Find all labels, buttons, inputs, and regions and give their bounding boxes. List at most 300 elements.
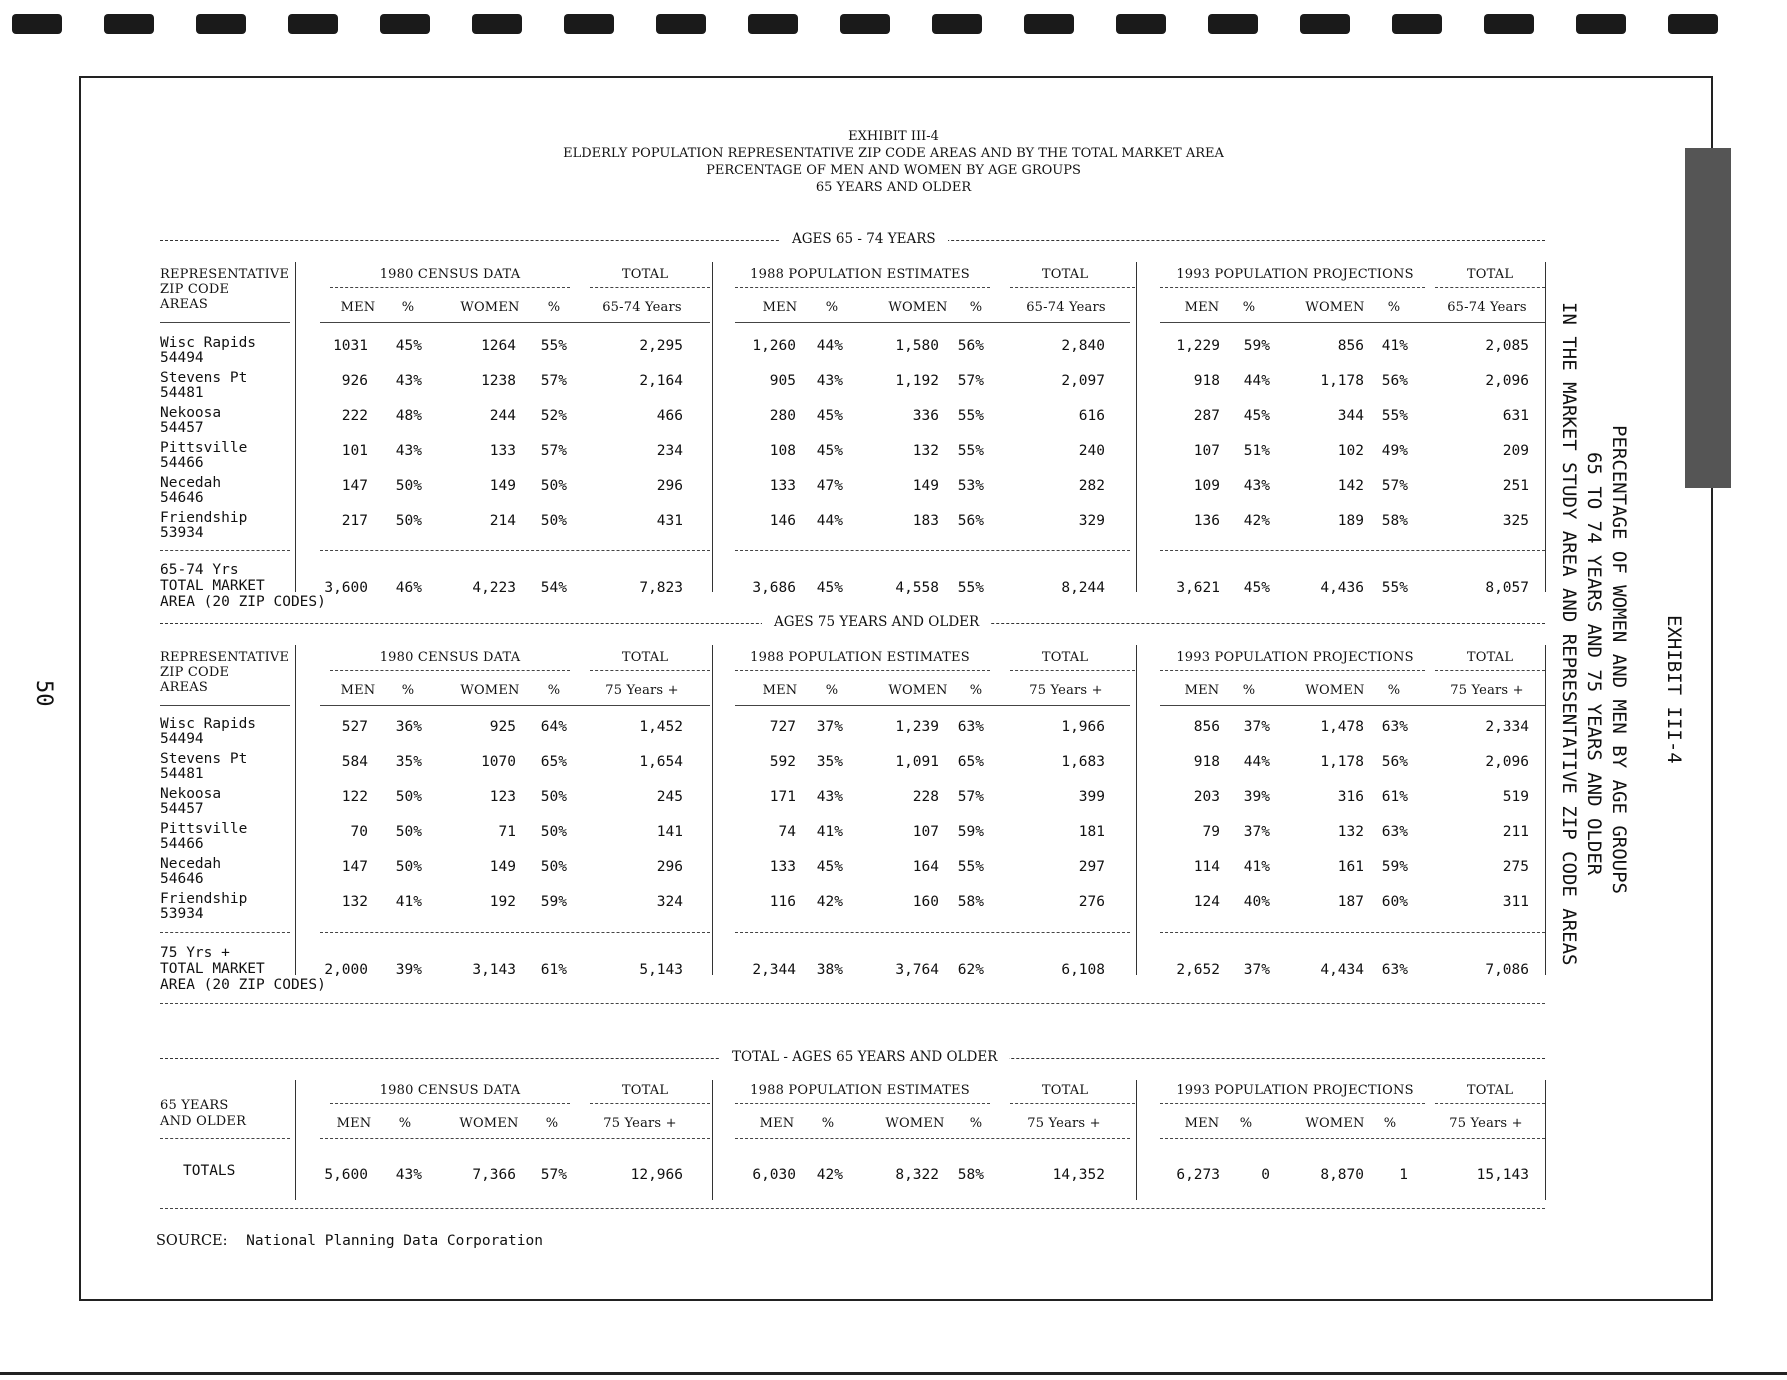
table-cell: 50%: [395, 859, 422, 875]
table-cell: 56%: [1381, 754, 1408, 770]
table-cell: 187: [1337, 894, 1364, 910]
header-total: TOTAL: [621, 267, 669, 282]
table-cell: 905: [769, 373, 796, 389]
table-cell: 57%: [1381, 478, 1408, 494]
table-cell: 1,178: [1320, 754, 1364, 770]
column-divider: [712, 645, 713, 975]
total-cell: 57%: [540, 1167, 567, 1183]
zip-area-name: Friendship: [160, 510, 248, 526]
title-line2: ELDERLY POPULATION REPRESENTATIVE ZIP CODE AREAS AND BY THE TOTAL MARKET AREA: [563, 146, 1224, 161]
total-cell: 45%: [1243, 580, 1270, 596]
page-tab-marker: [1685, 148, 1731, 488]
column-header: MEN: [340, 683, 376, 698]
total-label: 65-74 Yrs: [160, 562, 239, 578]
table-cell: 51%: [1243, 443, 1270, 459]
table-cell: 926: [341, 373, 368, 389]
column-header: WOMEN: [1305, 683, 1365, 698]
table-cell: 45%: [816, 859, 843, 875]
column-divider: [1136, 262, 1137, 592]
header-underline: [735, 1138, 1130, 1139]
zip-area-name: Wisc Rapids: [160, 716, 257, 732]
zip-code: 54466: [160, 836, 204, 852]
table-cell: 63%: [1381, 824, 1408, 840]
column-header: %: [1242, 300, 1256, 315]
zip-code: 53934: [160, 906, 204, 922]
table-cell: 43%: [1243, 478, 1270, 494]
column-header: MEN: [336, 1116, 372, 1131]
header-projections: 1993 POPULATION PROJECTIONS: [1176, 267, 1414, 282]
table-cell: 1,192: [895, 373, 939, 389]
table-cell: 287: [1193, 408, 1220, 424]
table-cell: 50%: [540, 859, 567, 875]
table-cell: 55%: [957, 443, 984, 459]
source-text: National Planning Data Corporation: [246, 1233, 543, 1249]
table-cell: 50%: [395, 513, 422, 529]
column-header: %: [547, 300, 561, 315]
column-header: 75 Years +: [1029, 683, 1103, 698]
table-cell: 45%: [1243, 408, 1270, 424]
table-cell: 43%: [816, 789, 843, 805]
punch-hole: [104, 14, 154, 34]
column-divider: [1136, 645, 1137, 975]
column-header: MEN: [1184, 300, 1220, 315]
table-cell: 245: [656, 789, 683, 805]
table-cell: 1264: [481, 338, 516, 354]
zip-code: 54646: [160, 490, 204, 506]
header-total: TOTAL: [1466, 1083, 1514, 1098]
table-cell: 240: [1078, 443, 1105, 459]
table-cell: 211: [1502, 824, 1529, 840]
header-rule: [735, 1103, 990, 1104]
column-header: %: [1383, 1116, 1397, 1131]
total-cell: 45%: [816, 580, 843, 596]
column-header: WOMEN: [1305, 300, 1365, 315]
total-rule: [1160, 932, 1545, 933]
table-cell: 234: [656, 443, 683, 459]
column-header: %: [1242, 683, 1256, 698]
table-cell: 329: [1078, 513, 1105, 529]
punch-hole: [1024, 14, 1074, 34]
table-cell: 35%: [395, 754, 422, 770]
header-underline: [735, 705, 1130, 706]
header-rule: [1010, 670, 1135, 671]
header-total: TOTAL: [621, 1083, 669, 1098]
header-estimates: 1988 POPULATION ESTIMATES: [750, 650, 970, 665]
table-cell: 41%: [1243, 859, 1270, 875]
zip-code: 53934: [160, 525, 204, 541]
header-rule: [1160, 287, 1425, 288]
total-cell: 8,870: [1320, 1167, 1364, 1183]
table-cell: 324: [656, 894, 683, 910]
table-cell: 55%: [540, 338, 567, 354]
header-rule: [1435, 670, 1545, 671]
side-title-line3: 65 TO 74 YEARS AND 75 YEARS AND OLDER: [1583, 452, 1605, 876]
column-header: MEN: [762, 683, 798, 698]
table-cell: 101: [341, 443, 368, 459]
zip-area-name: Necedah: [160, 856, 222, 872]
header-total: TOTAL: [1041, 267, 1089, 282]
table-cell: 1070: [481, 754, 516, 770]
table-cell: 316: [1337, 789, 1364, 805]
total-rule: [160, 932, 290, 933]
header-census: 1980 CENSUS DATA: [379, 650, 521, 665]
table-cell: 107: [1193, 443, 1220, 459]
table-cell: 519: [1502, 789, 1529, 805]
table-cell: 1,229: [1176, 338, 1220, 354]
header-census: 1980 CENSUS DATA: [379, 267, 521, 282]
total-cell: 4,434: [1320, 962, 1364, 978]
table-cell: 217: [341, 513, 368, 529]
total-cell: 38%: [816, 962, 843, 978]
header-rule: [1010, 1103, 1135, 1104]
table-cell: 244: [489, 408, 516, 424]
total-cell: 2,344: [752, 962, 796, 978]
page-number: 50: [31, 680, 56, 707]
table-cell: 149: [489, 859, 516, 875]
header-underline: [160, 705, 290, 706]
table-cell: 275: [1502, 859, 1529, 875]
column-header: 75 Years +: [1450, 683, 1524, 698]
zip-area-name: Pittsville: [160, 440, 248, 456]
column-header: WOMEN: [885, 1116, 945, 1131]
table-cell: 44%: [816, 513, 843, 529]
total-cell: 46%: [395, 580, 422, 596]
side-title-line1: EXHIBIT III-4: [1663, 615, 1685, 764]
table-cell: 133: [769, 859, 796, 875]
table-cell: 160: [912, 894, 939, 910]
table-cell: 399: [1078, 789, 1105, 805]
table-cell: 1031: [333, 338, 368, 354]
table-cell: 53%: [957, 478, 984, 494]
table-cell: 1238: [481, 373, 516, 389]
table-cell: 70: [350, 824, 368, 840]
table-cell: 123: [489, 789, 516, 805]
table-cell: 161: [1337, 859, 1364, 875]
header-rule: [590, 1103, 710, 1104]
table-cell: 45%: [395, 338, 422, 354]
table-cell: 71: [498, 824, 516, 840]
total-cell: 8,244: [1061, 580, 1105, 596]
total-cell: 8,322: [895, 1167, 939, 1183]
table-cell: 1,178: [1320, 373, 1364, 389]
table-cell: 42%: [816, 894, 843, 910]
column-header: %: [547, 683, 561, 698]
table-cell: 50%: [540, 513, 567, 529]
header-zip-code: ZIP CODE: [160, 282, 230, 297]
header-underline: [1160, 322, 1545, 323]
punch-hole: [1576, 14, 1626, 34]
total-cell: 5,143: [639, 962, 683, 978]
total-cell: 3,686: [752, 580, 796, 596]
header-areas: AREAS: [160, 680, 208, 695]
zip-code: 54466: [160, 455, 204, 471]
total-rule: [160, 550, 290, 551]
punch-hole: [196, 14, 246, 34]
table-cell: 50%: [395, 478, 422, 494]
table-cell: 296: [656, 859, 683, 875]
total-cell: 55%: [1381, 580, 1408, 596]
table-cell: 55%: [957, 408, 984, 424]
table-cell: 280: [769, 408, 796, 424]
punch-hole: [932, 14, 982, 34]
total-label: TOTAL MARKET: [160, 578, 265, 594]
punch-hole: [1484, 14, 1534, 34]
table-cell: 55%: [1381, 408, 1408, 424]
total-rule: [320, 932, 710, 933]
table-cell: 122: [341, 789, 368, 805]
header-rule: [735, 670, 990, 671]
header-zip-code: ZIP CODE: [160, 665, 230, 680]
table-cell: 918: [1193, 373, 1220, 389]
total-cell: 3,621: [1176, 580, 1220, 596]
table-cell: 142: [1337, 478, 1364, 494]
table-cell: 43%: [395, 443, 422, 459]
source-label: SOURCE:: [156, 1233, 228, 1249]
column-header: %: [969, 300, 983, 315]
header-representative: REPRESENTATIVE: [160, 267, 290, 282]
table-cell: 527: [341, 719, 368, 735]
table-cell: 43%: [395, 373, 422, 389]
column-header: MEN: [762, 300, 798, 315]
column-header: MEN: [759, 1116, 795, 1131]
punch-hole: [748, 14, 798, 34]
column-header: 75 Years +: [1449, 1116, 1523, 1131]
total-cell: 3,764: [895, 962, 939, 978]
column-header: WOMEN: [459, 1116, 519, 1131]
header-rule: [1010, 287, 1135, 288]
column-header: 65-74 Years: [602, 300, 682, 315]
header-underline: [735, 322, 1130, 323]
total-cell: 39%: [395, 962, 422, 978]
section-band-label: AGES 65 - 74 YEARS: [780, 231, 948, 247]
header-areas: AREAS: [160, 297, 208, 312]
header-rule: [330, 1103, 570, 1104]
column-divider: [295, 262, 296, 592]
table-cell: 918: [1193, 754, 1220, 770]
header-underline: [160, 1138, 290, 1139]
zip-code: 54457: [160, 801, 204, 817]
total-label: 75 Yrs +: [160, 945, 230, 961]
table-cell: 48%: [395, 408, 422, 424]
table-cell: 431: [656, 513, 683, 529]
total-cell: 6,030: [752, 1167, 796, 1183]
column-header: 75 Years +: [603, 1116, 677, 1131]
total-cell: 12,966: [630, 1167, 683, 1183]
totals-label: 65 YEARS: [160, 1098, 229, 1113]
header-representative: REPRESENTATIVE: [160, 650, 290, 665]
side-title-line2: PERCENTAGE OF WOMEN AND MEN BY AGE GROUPS: [1608, 425, 1630, 894]
header-total: TOTAL: [1041, 1083, 1089, 1098]
zip-area-name: Nekoosa: [160, 786, 222, 802]
header-rule: [1435, 1103, 1545, 1104]
table-cell: 59%: [1243, 338, 1270, 354]
table-cell: 149: [489, 478, 516, 494]
table-cell: 43%: [816, 373, 843, 389]
column-header: %: [825, 300, 839, 315]
table-cell: 2,085: [1485, 338, 1529, 354]
zip-area-name: Necedah: [160, 475, 222, 491]
table-cell: 45%: [816, 408, 843, 424]
table-cell: 108: [769, 443, 796, 459]
table-cell: 311: [1502, 894, 1529, 910]
bottom-rule: [0, 1372, 1787, 1375]
table-cell: 44%: [1243, 373, 1270, 389]
table-cell: 59%: [540, 894, 567, 910]
table-cell: 856: [1337, 338, 1364, 354]
table-cell: 39%: [1243, 789, 1270, 805]
total-label: AREA (20 ZIP CODES): [160, 977, 326, 993]
table-cell: 584: [341, 754, 368, 770]
column-header: 75 Years +: [1027, 1116, 1101, 1131]
header-rule: [1160, 670, 1425, 671]
total-cell: 55%: [957, 580, 984, 596]
title-line4: 65 YEARS AND OLDER: [815, 180, 972, 195]
header-total: TOTAL: [1041, 650, 1089, 665]
header-underline: [320, 322, 710, 323]
column-header: %: [1239, 1116, 1253, 1131]
punch-hole: [1668, 14, 1718, 34]
column-header: WOMEN: [460, 683, 520, 698]
table-cell: 147: [341, 478, 368, 494]
header-estimates: 1988 POPULATION ESTIMATES: [750, 1083, 970, 1098]
table-cell: 1,260: [752, 338, 796, 354]
table-cell: 37%: [1243, 719, 1270, 735]
table-cell: 65%: [957, 754, 984, 770]
column-header: %: [821, 1116, 835, 1131]
column-header: 75 Years +: [605, 683, 679, 698]
table-end-rule: [160, 1208, 1545, 1209]
total-cell: 63%: [1381, 962, 1408, 978]
table-cell: 60%: [1381, 894, 1408, 910]
column-header: MEN: [340, 300, 376, 315]
table-cell: 41%: [816, 824, 843, 840]
table-cell: 2,334: [1485, 719, 1529, 735]
column-header: %: [545, 1116, 559, 1131]
table-cell: 40%: [1243, 894, 1270, 910]
table-cell: 56%: [1381, 373, 1408, 389]
header-underline: [1160, 1138, 1545, 1139]
table-cell: 1,478: [1320, 719, 1364, 735]
table-cell: 727: [769, 719, 796, 735]
table-cell: 2,097: [1061, 373, 1105, 389]
table-cell: 136: [1193, 513, 1220, 529]
column-header: %: [401, 683, 415, 698]
table-cell: 222: [341, 408, 368, 424]
table-cell: 61%: [1381, 789, 1408, 805]
column-divider: [1545, 1080, 1546, 1200]
header-projections: 1993 POPULATION PROJECTIONS: [1176, 650, 1414, 665]
total-label: TOTAL MARKET: [160, 961, 265, 977]
table-cell: 114: [1193, 859, 1220, 875]
table-cell: 50%: [540, 478, 567, 494]
column-header: WOMEN: [1305, 1116, 1365, 1131]
totals-row-label: TOTALS: [183, 1163, 236, 1179]
total-cell: 5,600: [324, 1167, 368, 1183]
table-cell: 124: [1193, 894, 1220, 910]
table-cell: 592: [769, 754, 796, 770]
table-cell: 37%: [1243, 824, 1270, 840]
total-cell: 6,273: [1176, 1167, 1220, 1183]
header-total: TOTAL: [1466, 267, 1514, 282]
total-rule: [1160, 550, 1545, 551]
table-cell: 37%: [816, 719, 843, 735]
header-projections: 1993 POPULATION PROJECTIONS: [1176, 1083, 1414, 1098]
table-cell: 49%: [1381, 443, 1408, 459]
table-cell: 59%: [957, 824, 984, 840]
table-cell: 141: [656, 824, 683, 840]
table-cell: 183: [912, 513, 939, 529]
zip-code: 54494: [160, 350, 204, 366]
table-cell: 228: [912, 789, 939, 805]
zip-code: 54494: [160, 731, 204, 747]
table-cell: 107: [912, 824, 939, 840]
column-header: %: [825, 683, 839, 698]
table-cell: 52%: [540, 408, 567, 424]
table-cell: 58%: [957, 894, 984, 910]
total-rule: [320, 550, 710, 551]
table-cell: 146: [769, 513, 796, 529]
table-cell: 63%: [1381, 719, 1408, 735]
table-cell: 56%: [957, 338, 984, 354]
zip-code: 54457: [160, 420, 204, 436]
table-cell: 64%: [540, 719, 567, 735]
table-cell: 192: [489, 894, 516, 910]
header-rule: [330, 287, 570, 288]
table-cell: 133: [769, 478, 796, 494]
total-cell: 15,143: [1476, 1167, 1529, 1183]
table-cell: 50%: [540, 789, 567, 805]
table-cell: 209: [1502, 443, 1529, 459]
column-header: %: [401, 300, 415, 315]
zip-area-name: Wisc Rapids: [160, 335, 257, 351]
table-cell: 1,452: [639, 719, 683, 735]
column-divider: [712, 262, 713, 592]
punch-hole: [1116, 14, 1166, 34]
column-divider: [295, 645, 296, 975]
table-cell: 1,683: [1061, 754, 1105, 770]
column-header: %: [969, 683, 983, 698]
zip-code: 54646: [160, 871, 204, 887]
table-cell: 57%: [540, 373, 567, 389]
punch-hole: [12, 14, 62, 34]
exhibit-title: [0, 128, 1787, 196]
column-header: WOMEN: [888, 300, 948, 315]
header-total: TOTAL: [621, 650, 669, 665]
table-cell: 41%: [395, 894, 422, 910]
table-cell: 203: [1193, 789, 1220, 805]
header-rule: [590, 287, 710, 288]
header-underline: [320, 1138, 710, 1139]
table-cell: 41%: [1381, 338, 1408, 354]
section-end-rule: [160, 1003, 1545, 1004]
table-cell: 50%: [395, 824, 422, 840]
table-cell: 109: [1193, 478, 1220, 494]
column-header: %: [398, 1116, 412, 1131]
total-cell: 6,108: [1061, 962, 1105, 978]
table-cell: 47%: [816, 478, 843, 494]
total-cell: 62%: [957, 962, 984, 978]
total-cell: 61%: [540, 962, 567, 978]
total-cell: 4,558: [895, 580, 939, 596]
table-cell: 42%: [1243, 513, 1270, 529]
header-rule: [330, 670, 570, 671]
table-cell: 296: [656, 478, 683, 494]
table-cell: 251: [1502, 478, 1529, 494]
table-cell: 466: [656, 408, 683, 424]
total-cell: 7,823: [639, 580, 683, 596]
table-cell: 2,840: [1061, 338, 1105, 354]
table-cell: 133: [489, 443, 516, 459]
